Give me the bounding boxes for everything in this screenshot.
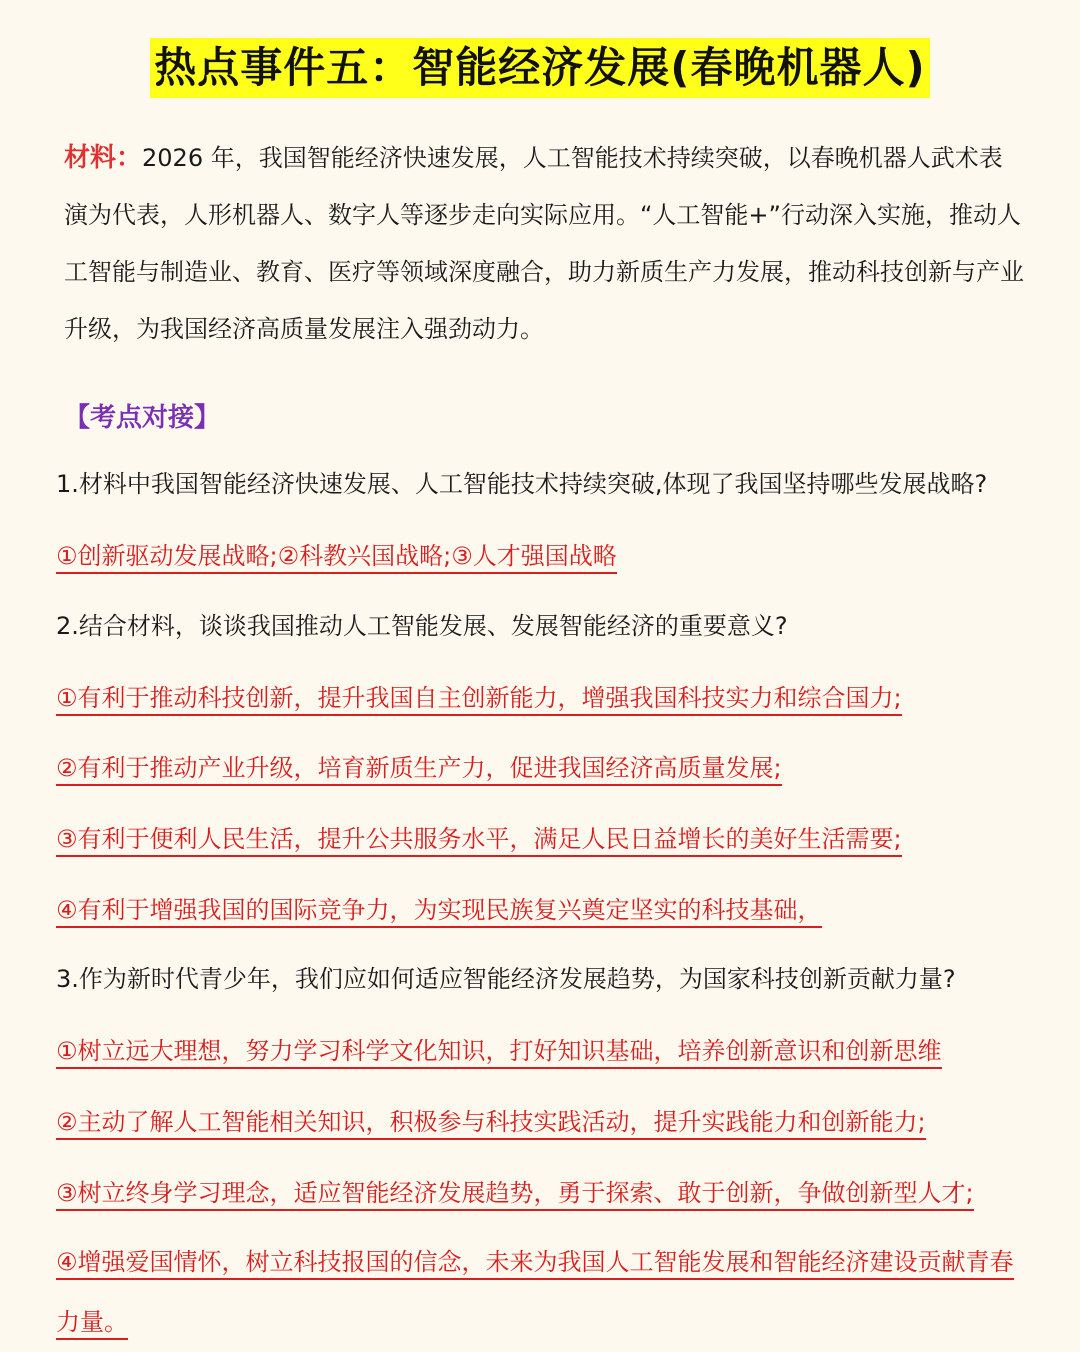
material-paragraph bbox=[64, 130, 1024, 358]
answer-text: ①树立远大理想，努力学习科学文化知识，打好知识基础，培养创新意识和创新思维 bbox=[56, 1037, 942, 1069]
answer-text: ④增强爱国情怀，树立科技报国的信念，未来为我国人工智能发展和智能经济建设贡献青春力量。 bbox=[56, 1248, 1014, 1340]
answer-3-4 bbox=[56, 1232, 1031, 1352]
answer-text: ④有利于增强我国的国际竞争力，为实现民族复兴奠定坚实的科技基础， bbox=[56, 896, 822, 928]
question-2: 2.结合材料，谈谈我国推动人工智能发展、发展智能经济的重要意义? bbox=[56, 612, 788, 640]
answer-2-4 bbox=[56, 892, 1046, 928]
answer-text: ③树立终身学习理念，适应智能经济发展趋势，勇于探索、敢于创新，争做创新型人才; bbox=[56, 1179, 974, 1211]
section-heading: 【考点对接】 bbox=[64, 403, 221, 433]
answer-text: ③有利于便利人民生活，提升公共服务水平，满足人民日益增长的美好生活需要; bbox=[56, 825, 902, 857]
question-3: 3.作为新时代青少年，我们应如何适应智能经济发展趋势，为国家科技创新贡献力量? bbox=[56, 965, 956, 993]
answer-text: ①有利于推动科技创新，提升我国自主创新能力，增强我国科技实力和综合国力; bbox=[56, 684, 902, 716]
answer-text: ②主动了解人工智能相关知识，积极参与科技实践活动，提升实践能力和创新能力; bbox=[56, 1108, 926, 1140]
question-1: 1.材料中我国智能经济快速发展、人工智能技术持续突破,体现了我国坚持哪些发展战略? bbox=[56, 470, 988, 498]
answer-text: ①创新驱动发展战略;②科教兴国战略;③人才强国战略 bbox=[56, 542, 617, 574]
answer-1-1 bbox=[56, 538, 1046, 574]
material-text: 2026 年，我国智能经济快速发展，人工智能技术持续突破，以春晚机器人武术表演为代表，人形机器人、数字人等逐步走向实际应用。“人工智能+”行动深入实施，推动人工智能与制造业、教育、医疗等领域深度融合，助力新质生产力发展，推动科技创新与产业升级，为我国经济高质量发展注入强劲动力。 bbox=[64, 144, 1024, 343]
material-label: 材料： bbox=[64, 143, 143, 173]
answer-text: ②有利于推动产业升级，培育新质生产力，促进我国经济高质量发展; bbox=[56, 754, 782, 786]
answer-3-1 bbox=[56, 1033, 1046, 1069]
answer-2-1 bbox=[56, 680, 1046, 716]
answer-3-2 bbox=[56, 1104, 1046, 1140]
answer-3-3 bbox=[56, 1175, 1046, 1211]
answer-2-2 bbox=[56, 750, 1046, 786]
page-title: 热点事件五：智能经济发展(春晚机器人) bbox=[150, 38, 929, 98]
title-container bbox=[0, 38, 1080, 98]
answer-2-3 bbox=[56, 821, 1046, 857]
